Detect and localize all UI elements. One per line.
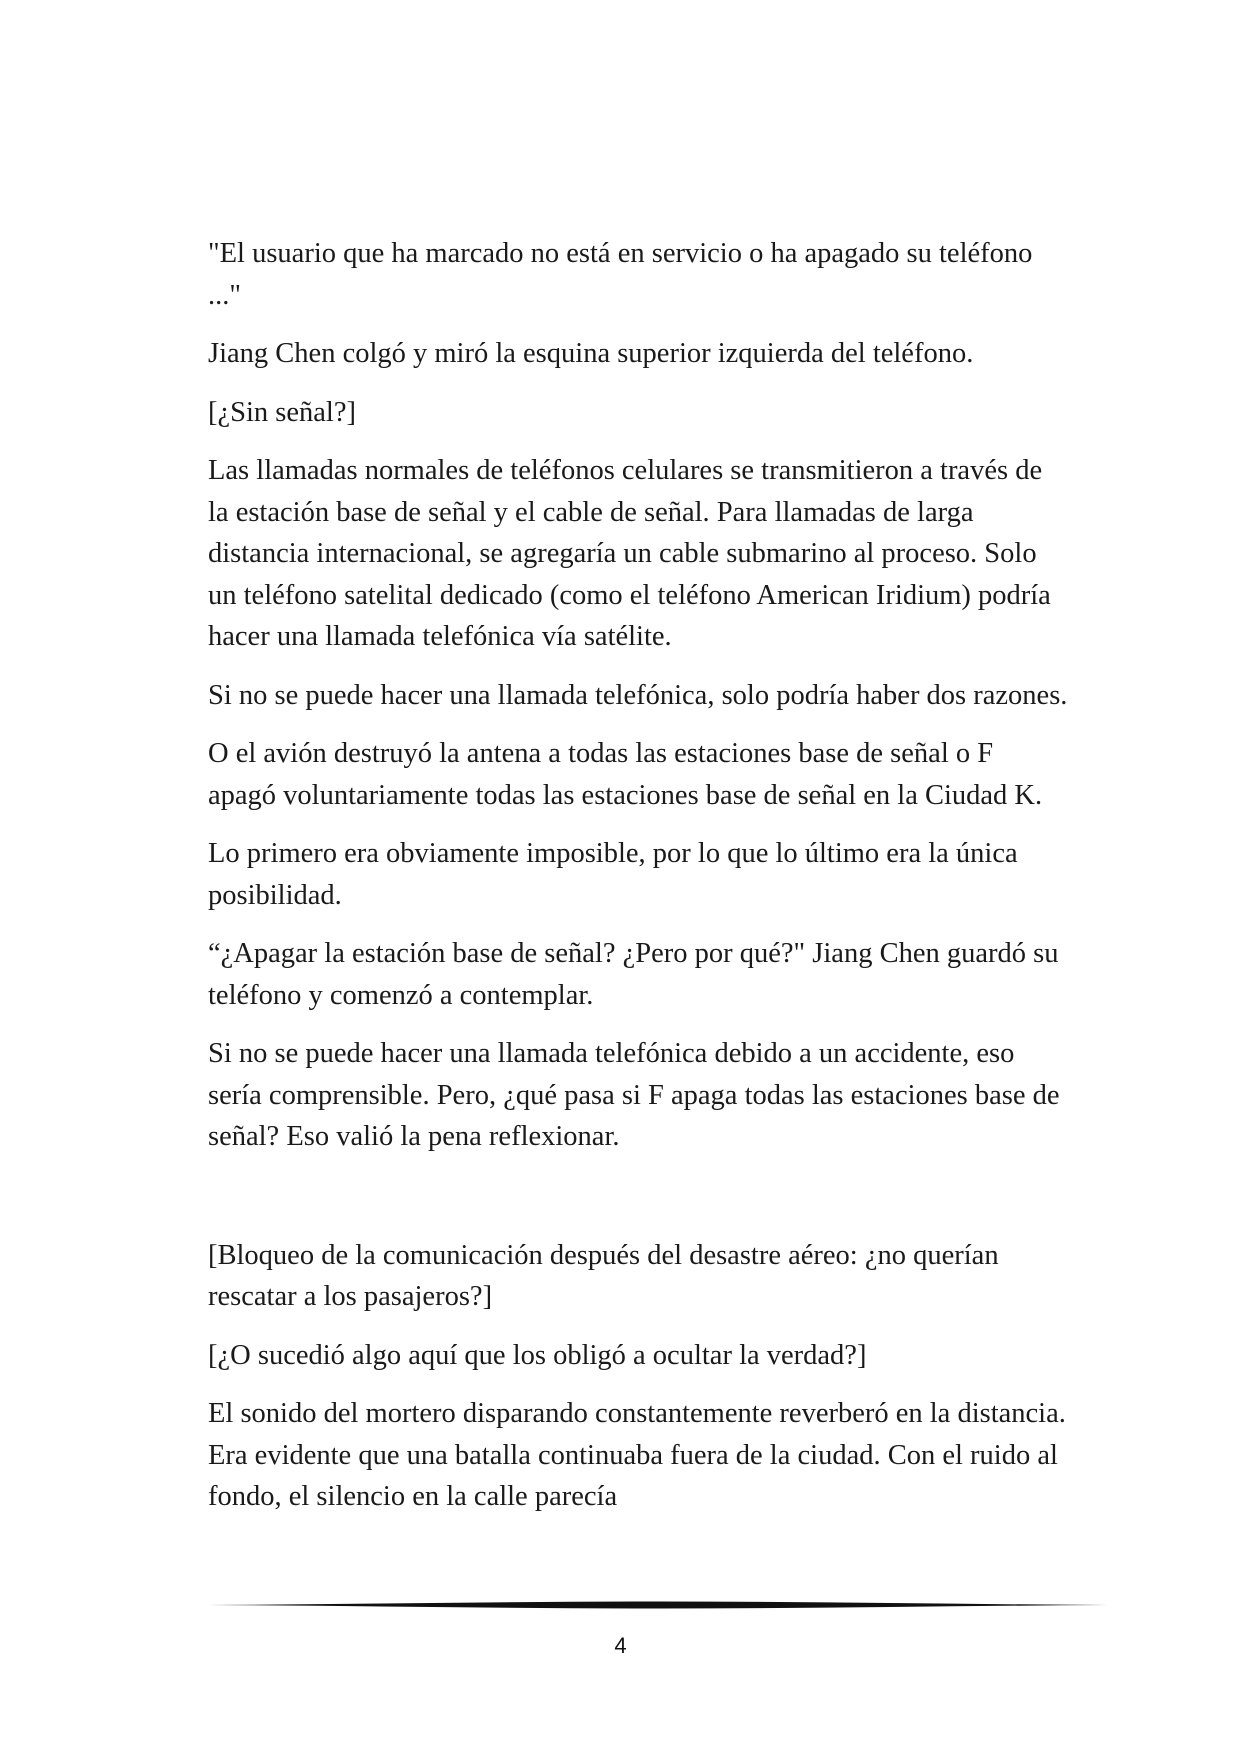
paragraph: Si no se puede hacer una llamada telefónica, solo podría haber dos razones. xyxy=(208,679,1068,711)
paragraph: Si no se puede hacer una llamada telefónica debido a un accidente, eso sería comprensible. Pero, ¿qué pasa si F apaga todas las estaciones base de señal? Eso valió la pena reflexionar. xyxy=(208,1038,1060,1152)
paragraph: [¿Sin señal?] xyxy=(208,396,356,428)
paragraph: El sonido del mortero disparando constantemente reverberó en la distancia. Era evidente que una batalla continuaba fuera de la ciudad. Con el ruido al fondo, el silencio en la calle parecía xyxy=(208,1398,1066,1512)
page-body xyxy=(208,233,1068,1535)
footer-divider xyxy=(208,1600,1108,1610)
paragraph: Las llamadas normales de teléfonos celulares se transmitieron a través de la estación base de señal y el cable de señal. Para llamadas de larga distancia internacional, se agregaría un cable submarino al proceso. Solo un teléfono satelital dedicado (como el teléfono American Iridium) podría hacer una llamada telefónica vía satélite. xyxy=(208,455,1051,652)
paragraph: [¿O sucedió algo aquí que los obligó a ocultar la verdad?] xyxy=(208,1339,867,1371)
paragraph: Lo primero era obviamente imposible, por lo que lo último era la única posibilidad. xyxy=(208,838,1018,911)
page-number: 4 xyxy=(614,1633,627,1658)
paragraph: “¿Apagar la estación base de señal? ¿Pero por qué?" Jiang Chen guardó su teléfono y comenzó a contemplar. xyxy=(208,938,1059,1011)
paragraph: [Bloqueo de la comunicación después del desastre aéreo: ¿no querían rescatar a los pasajeros?] xyxy=(208,1239,999,1312)
paragraph: "El usuario que ha marcado no está en servicio o ha apagado su teléfono ..." xyxy=(208,238,1033,311)
paragraph: O el avión destruyó la antena a todas las estaciones base de señal o F apagó voluntariamente todas las estaciones base de señal en la Ciudad K. xyxy=(208,738,1043,811)
paragraph: Jiang Chen colgó y miró la esquina superior izquierda del teléfono. xyxy=(208,338,974,369)
